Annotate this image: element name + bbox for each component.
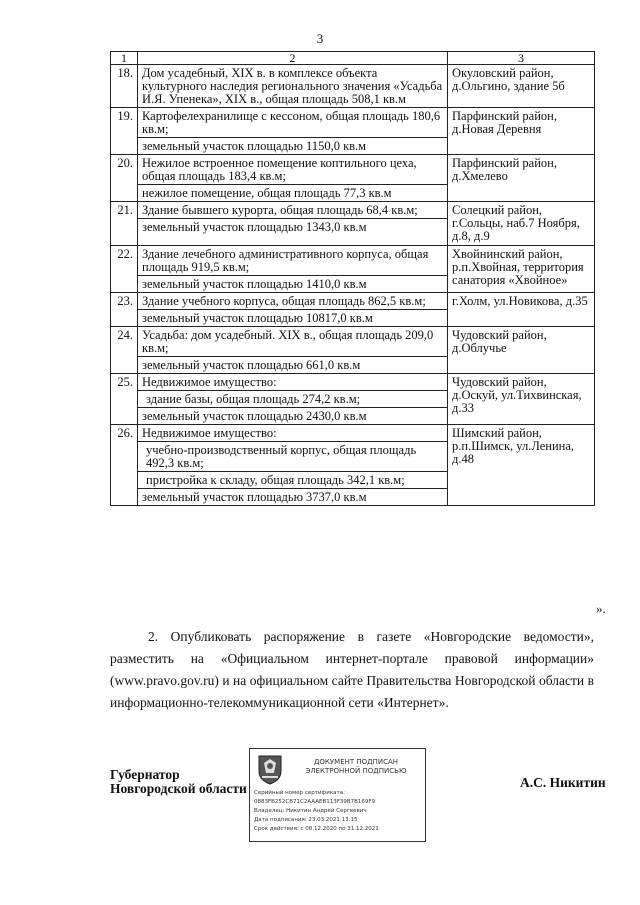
row-description [138,108,448,155]
governor-title-line-1: Губернатор [110,767,180,782]
description-segment: Недвижимое имущество: [138,374,447,391]
page-number: 3 [316,31,324,46]
table-row [111,65,595,108]
table-row [111,155,595,202]
stamp-heading-line-2: ЭЛЕКТРОННОЙ ПОДПИСЬЮ [305,767,407,775]
signed-date: Дата подписания: 23.03.2021 13:15 [254,817,358,823]
row-description [138,202,448,246]
row-location: Хвойнинский район, р.п.Хвойная, территория санатория «Хвойное» [448,246,595,293]
cert-number: 0883FB252CB71C2AAAEB113F39B7B169F9 [254,799,376,805]
header-col-3: 3 [448,52,595,65]
row-number: 24. [111,327,138,374]
row-description [138,293,448,327]
row-description [138,65,448,108]
header-col-2: 2 [138,52,448,65]
stamp-heading-line-1: ДОКУМЕНТ ПОДПИСАН [313,758,399,766]
description-segment: Дом усадебный, XIX в. в комплексе объекта культурного наследия регионального значения «Усадьба И.Я. Упенека», XIX в., общая площадь 508,1 кв.м [142,66,443,106]
description-segment: Картофелехранилище с кессоном, общая площадь 180,6 кв.м; [138,108,447,138]
description-segment: учебно-производственный корпус, общая площадь 492,3 кв.м; [138,442,447,472]
property-table [110,51,595,506]
table-row [111,425,595,506]
governor-name: А.С. Никитин [520,775,606,790]
header-col-1: 1 [111,52,138,65]
table-row [111,202,595,246]
description-segment: Здание лечебного административного корпуса, общая площадь 919,5 кв.м; [138,246,447,276]
table-row [111,108,595,155]
row-number: 22. [111,246,138,293]
row-description [138,155,448,202]
row-description [138,327,448,374]
description-segment: земельный участок площадью 2430,0 кв.м [142,409,367,423]
row-number: 25. [111,374,138,425]
description-segment: Недвижимое имущество: [138,425,447,442]
row-description [138,425,448,506]
stamp-heading [292,758,420,776]
row-location: Парфинский район, д.Новая Деревня [448,108,595,155]
row-location: г.Холм, ул.Новикова, д.35 [448,293,595,327]
table-row [111,327,595,374]
row-number: 26. [111,425,138,506]
description-segment: Здание бывшего курорта, общая площадь 68,4 кв.м; [138,202,447,219]
description-segment: Здание учебного корпуса, общая площадь 862,5 кв.м; [138,293,447,310]
description-segment: земельный участок площадью 1150,0 кв.м [142,139,367,153]
coat-of-arms-icon [256,753,284,785]
row-location: Парфинский район, д.Хмелево [448,155,595,202]
description-segment: земельный участок площадью 1343,0 кв.м [142,220,367,234]
row-location: Окуловский район, д.Ольгино, здание 5б [448,65,595,108]
description-segment: земельный участок площадью 661,0 кв.м [142,358,361,372]
table-row [111,293,595,327]
row-location: Чудовский район, д.Оскуй, ул.Тихвинская, д.33 [448,374,595,425]
description-segment: нежилое помещение, общая площадь 77,3 кв.м [142,186,392,200]
description-segment: земельный участок площадью 10817,0 кв.м [142,311,373,325]
publication-paragraph: 2. Опубликовать распоряжение в газете «Новгородские ведомости», разместить на «Официальном интернет-портале правовой информации» (www.pravo.gov.ru) и на официальном сайте Правительства Новгородской области в информационно-телекоммуникационной сети «Интернет». [110,629,594,710]
row-description [138,374,448,425]
governor-title-line-2: Новгородской области [110,781,247,796]
electronic-signature-stamp [249,748,426,842]
row-location: Шимский район, р.п.Шимск, ул.Ленина, д.48 [448,425,595,506]
row-number: 21. [111,202,138,246]
cert-validity: Срок действия: с 08.12.2020 по 31.12.2021 [254,826,379,832]
table-header-row [111,52,595,65]
description-segment: Нежилое встроенное помещение коптильного цеха, общая площадь 183,4 кв.м; [138,155,447,185]
row-number: 23. [111,293,138,327]
description-segment: пристройка к складу, общая площадь 342,1 кв.м; [138,472,447,489]
description-segment: здание базы, общая площадь 274,2 кв.м; [138,391,447,408]
cert-owner: Владелец: Никитин Андрей Сергеевич [254,808,367,814]
row-location: Солецкий район, г.Сольцы, наб.7 Ноября, д.8, д.9 [448,202,595,246]
row-location: Чудовский район, д.Облучье [448,327,595,374]
table-row [111,246,595,293]
description-segment: Усадьба: дом усадебный. XIX в., общая площадь 209,0 кв.м; [138,327,447,357]
table-row [111,374,595,425]
row-description [138,246,448,293]
governor-title [110,768,247,796]
stamp-details [254,789,379,834]
description-segment: земельный участок площадью 3737,0 кв.м [142,490,367,504]
row-number: 20. [111,155,138,202]
cert-label: Серийный номер сертификата: [254,790,345,796]
closing-quote: ». [596,601,606,616]
description-segment: земельный участок площадью 1410,0 кв.м [142,277,367,291]
row-number: 18. [111,65,138,108]
row-number: 19. [111,108,138,155]
